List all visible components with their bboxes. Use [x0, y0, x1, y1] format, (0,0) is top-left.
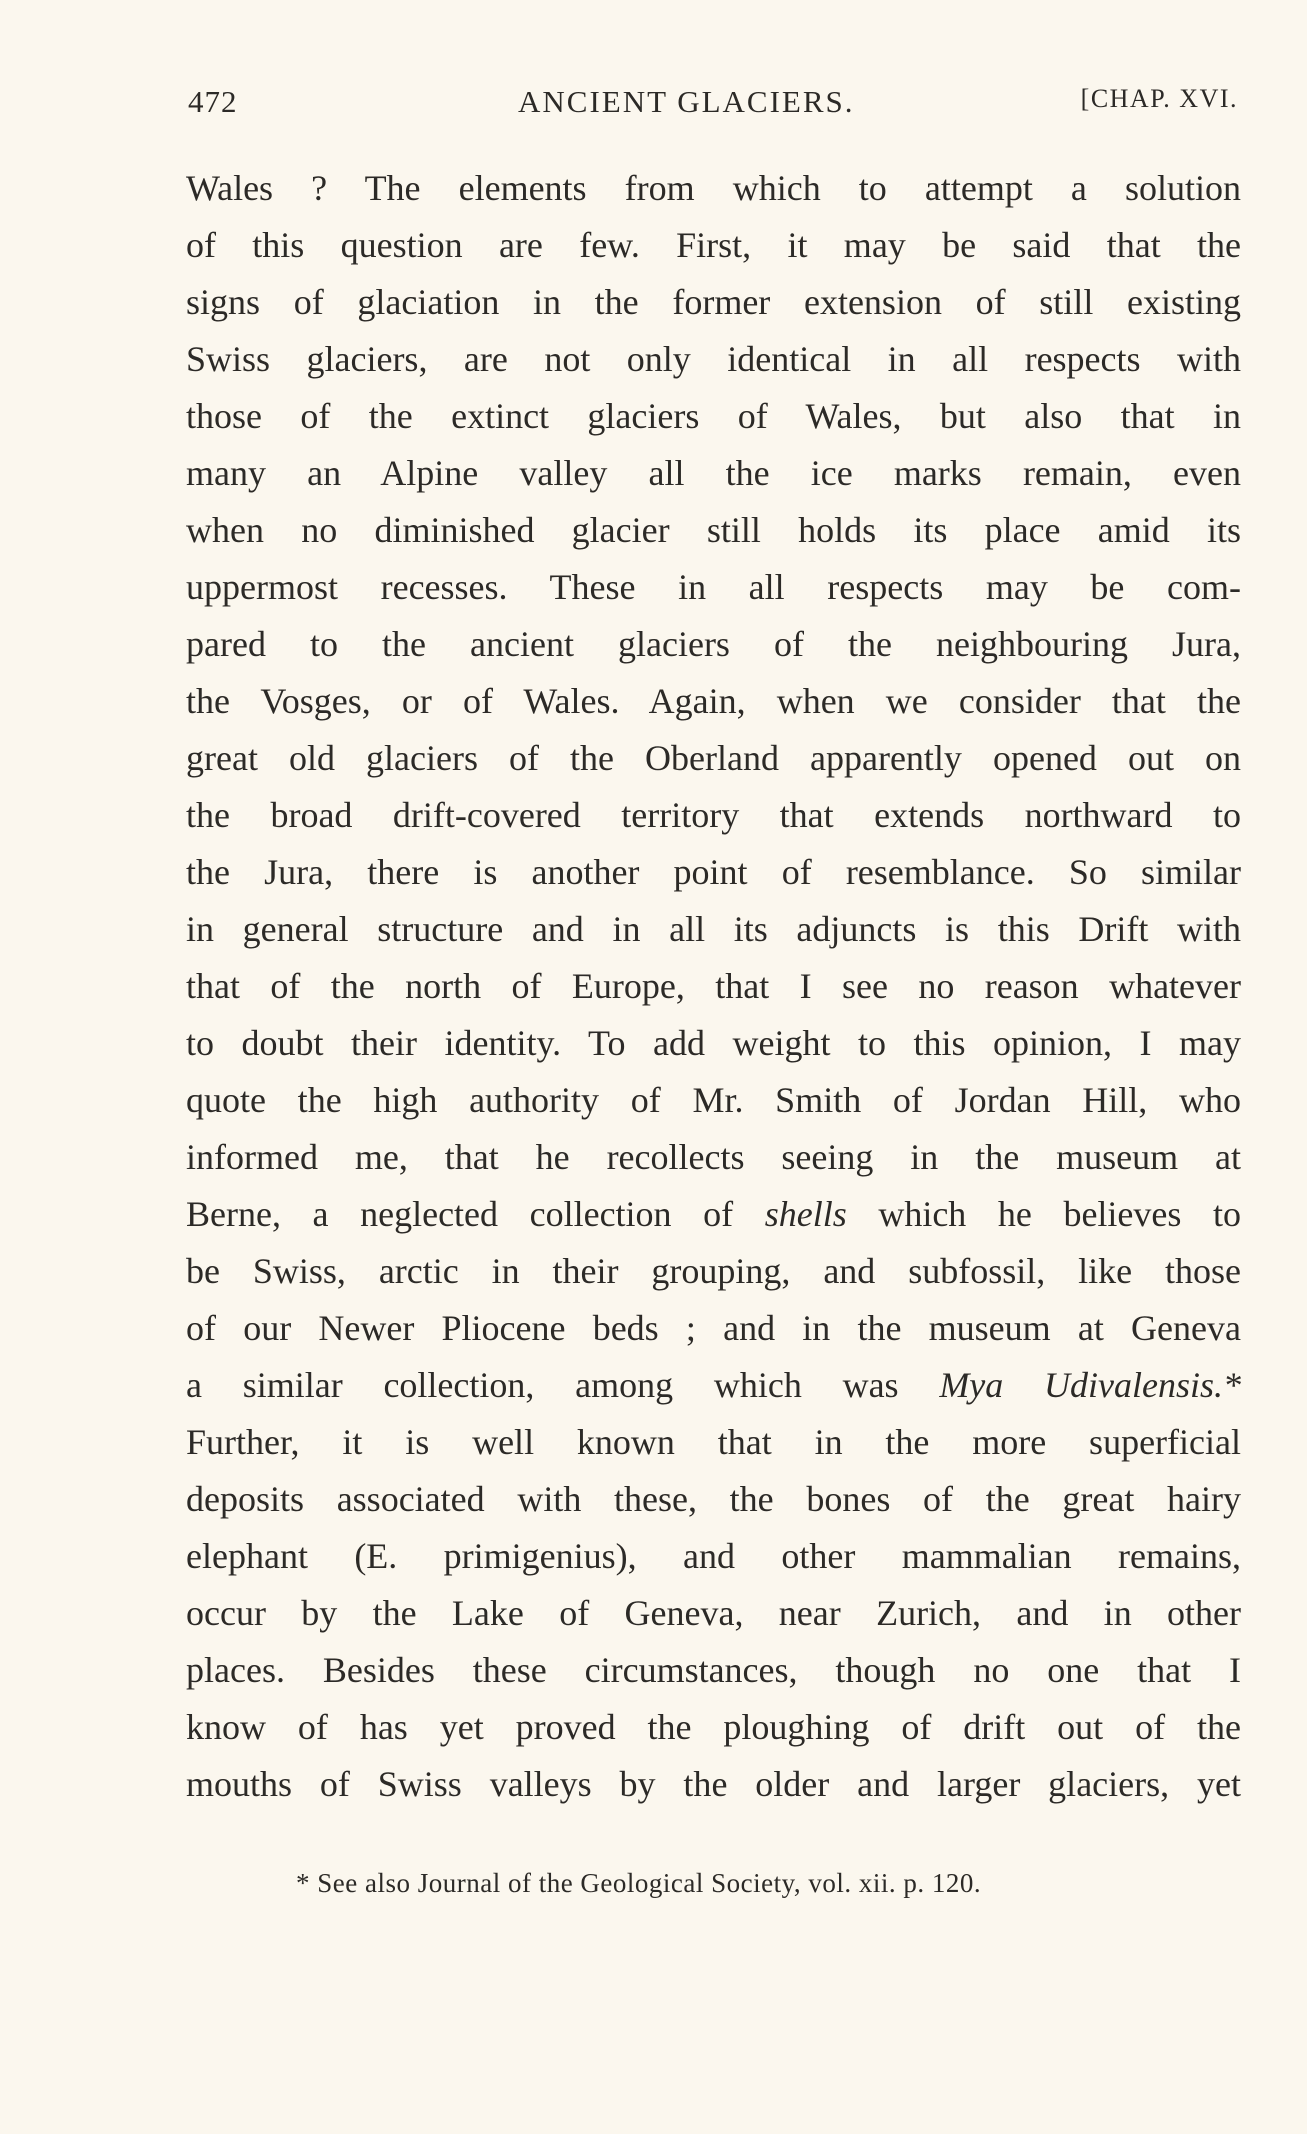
- text-line: the broad drift-covered territory that extends northward to: [186, 795, 1241, 835]
- text-line: Further, it is well known that in the more superficial: [186, 1422, 1241, 1462]
- text-line: places. Besides these circumstances, though no one that I: [186, 1650, 1241, 1690]
- page-number: 472: [188, 84, 238, 119]
- text-line: of this question are few. First, it may be said that the: [186, 225, 1241, 265]
- text-line: of our Newer Pliocene beds ; and in the museum at Geneva: [186, 1308, 1241, 1348]
- text-line-with-italic: [186, 1186, 1241, 1243]
- text-line: know of has yet proved the ploughing of drift out of the: [186, 1707, 1241, 1747]
- page-header: [188, 84, 1238, 124]
- running-title: ANCIENT GLACIERS.: [518, 84, 855, 119]
- text-line: Wales ? The elements from which to attempt a solution: [186, 168, 1241, 208]
- text-line: signs of glaciation in the former extension of still existing: [186, 282, 1241, 322]
- text-line: pared to the ancient glaciers of the neighbouring Jura,: [186, 624, 1241, 664]
- body-text: [186, 160, 1241, 1813]
- text-line: elephant (E. primigenius), and other mammalian remains,: [186, 1536, 1241, 1576]
- text-segment: which he believes to: [846, 1194, 1241, 1234]
- italic-term-shells: shells: [764, 1194, 847, 1234]
- text-line: deposits associated with these, the bones of the great hairy: [186, 1479, 1241, 1519]
- text-line: occur by the Lake of Geneva, near Zurich, and in other: [186, 1593, 1241, 1633]
- text-line: informed me, that he recollects seeing in the museum at: [186, 1137, 1241, 1177]
- text-line-with-italic: [186, 1357, 1241, 1414]
- text-line: when no diminished glacier still holds its place amid its: [186, 510, 1241, 550]
- chapter-label: [CHAP. XVI.: [1080, 84, 1238, 113]
- text-segment: a similar collection, among which was: [186, 1365, 940, 1405]
- text-line: to doubt their identity. To add weight to this opinion, I may: [186, 1023, 1241, 1063]
- text-segment: Berne, a neglected collection of: [186, 1194, 765, 1234]
- text-line: Swiss glaciers, are not only identical in all respects with: [186, 339, 1241, 379]
- text-line: great old glaciers of the Oberland apparently opened out on: [186, 738, 1241, 778]
- footnote: * See also Journal of the Geological Society, vol. xii. p. 120.: [296, 1868, 982, 1898]
- text-line: those of the extinct glaciers of Wales, but also that in: [186, 396, 1241, 436]
- text-line: in general structure and in all its adjuncts is this Drift with: [186, 909, 1241, 949]
- italic-species-name: Mya Udivalensis.*: [939, 1365, 1241, 1405]
- text-line: uppermost recesses. These in all respects may be com-: [186, 567, 1241, 607]
- text-line: the Vosges, or of Wales. Again, when we consider that the: [186, 681, 1241, 721]
- text-line: that of the north of Europe, that I see no reason whatever: [186, 966, 1241, 1006]
- text-line: be Swiss, arctic in their grouping, and subfossil, like those: [186, 1251, 1241, 1291]
- text-line: the Jura, there is another point of resemblance. So similar: [186, 852, 1241, 892]
- text-line: many an Alpine valley all the ice marks remain, even: [186, 453, 1241, 493]
- text-line: mouths of Swiss valleys by the older and larger glaciers, yet: [186, 1764, 1241, 1804]
- text-line: quote the high authority of Mr. Smith of Jordan Hill, who: [186, 1080, 1241, 1120]
